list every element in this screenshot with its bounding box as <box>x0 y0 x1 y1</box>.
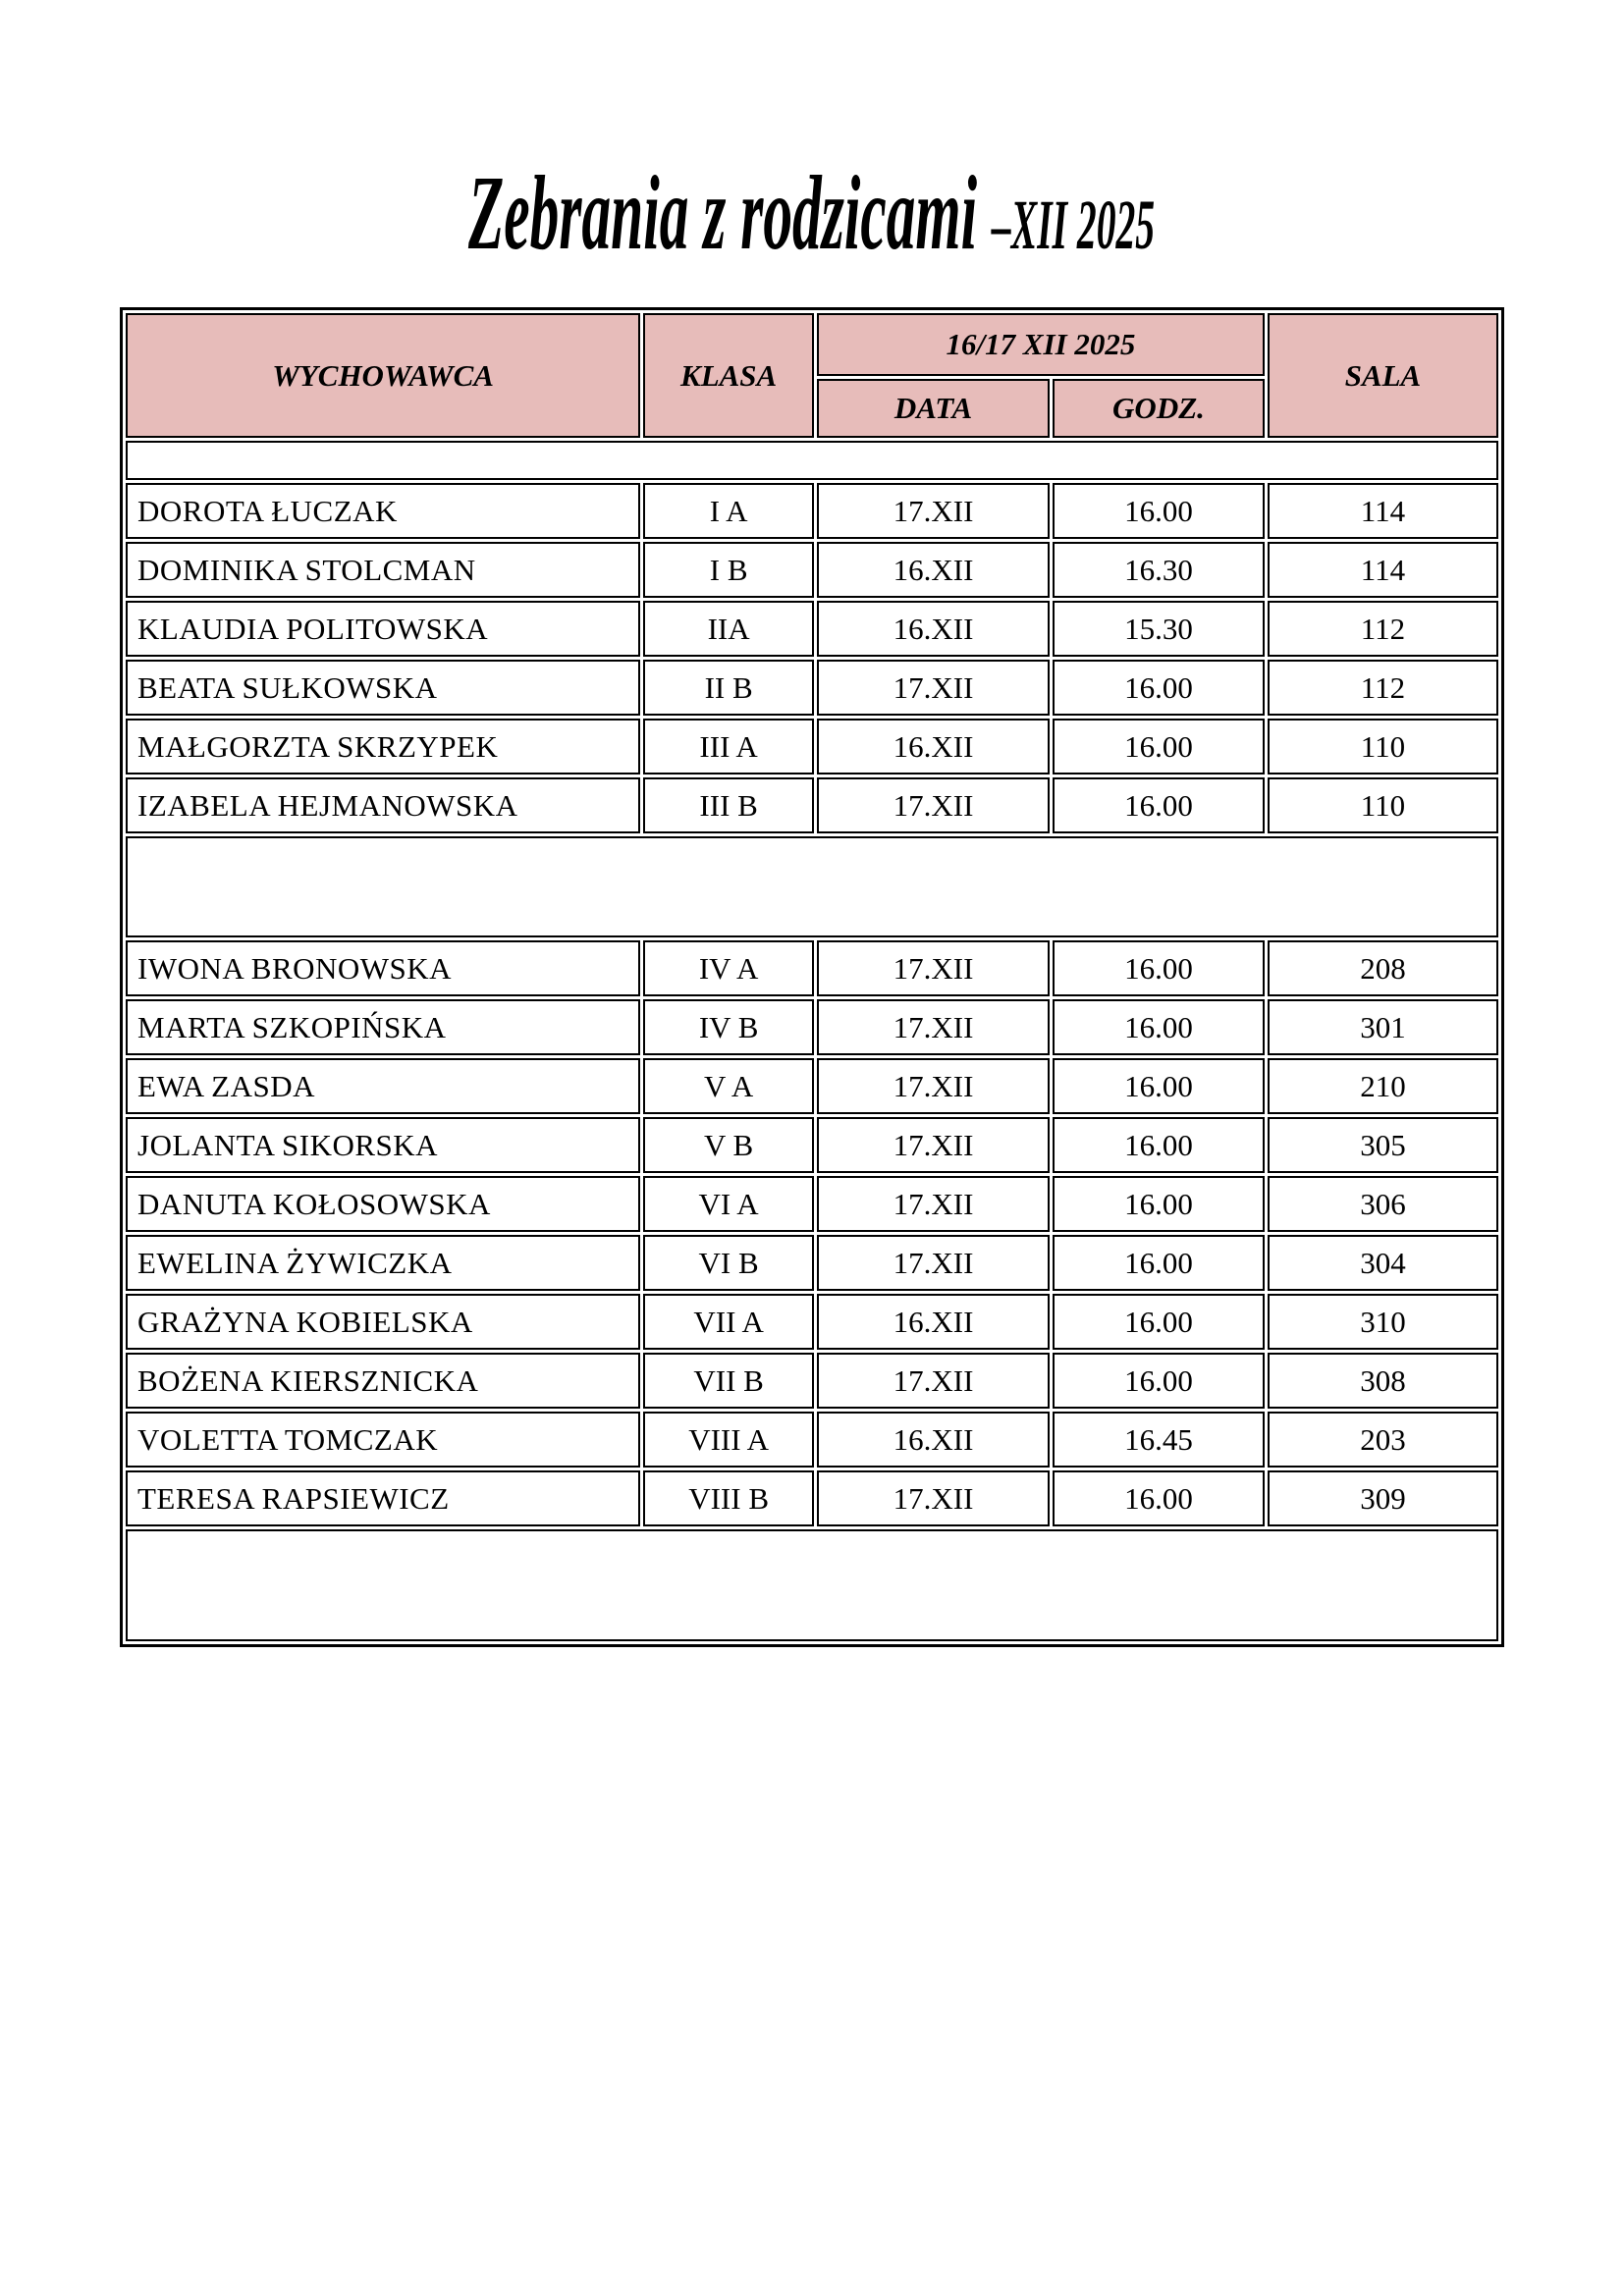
teacher-name-cell: MARTA SZKOPIŃSKA <box>126 999 640 1055</box>
teacher-name-cell: DOROTA ŁUCZAK <box>126 483 640 539</box>
room-cell: 114 <box>1268 542 1498 598</box>
teacher-name-cell: EWELINA ŻYWICZKA <box>126 1235 640 1291</box>
class-cell: VII A <box>643 1294 814 1350</box>
class-cell: IV A <box>643 940 814 996</box>
time-cell: 16.00 <box>1053 1294 1265 1350</box>
class-cell: V A <box>643 1058 814 1114</box>
date-cell: 17.XII <box>817 1058 1050 1114</box>
room-cell: 306 <box>1268 1176 1498 1232</box>
time-cell: 16.00 <box>1053 999 1265 1055</box>
room-cell: 110 <box>1268 777 1498 833</box>
header-wychowawca: WYCHOWAWCA <box>126 313 640 438</box>
date-cell: 16.XII <box>817 719 1050 774</box>
room-cell: 301 <box>1268 999 1498 1055</box>
date-cell: 17.XII <box>817 1176 1050 1232</box>
teacher-name-cell: VOLETTA TOMCZAK <box>126 1412 640 1468</box>
date-cell: 16.XII <box>817 542 1050 598</box>
page-title <box>0 155 1624 272</box>
class-cell: I B <box>643 542 814 598</box>
class-cell: VIII B <box>643 1470 814 1526</box>
table-row <box>126 1117 1498 1173</box>
table-row <box>126 542 1498 598</box>
time-cell: 16.00 <box>1053 1235 1265 1291</box>
class-cell: IIA <box>643 601 814 657</box>
teacher-name-cell: BOŻENA KIERSZNICKA <box>126 1353 640 1409</box>
date-cell: 17.XII <box>817 1235 1050 1291</box>
empty-row-middle <box>126 836 1498 937</box>
room-cell: 210 <box>1268 1058 1498 1114</box>
table-row <box>126 1176 1498 1232</box>
table-row <box>126 940 1498 996</box>
table-row <box>126 1470 1498 1526</box>
date-cell: 17.XII <box>817 1353 1050 1409</box>
room-cell: 308 <box>1268 1353 1498 1409</box>
header-date-group: 16/17 XII 2025 <box>817 313 1265 376</box>
date-cell: 16.XII <box>817 1412 1050 1468</box>
class-cell: III B <box>643 777 814 833</box>
table-row <box>126 601 1498 657</box>
table-row <box>126 660 1498 716</box>
teacher-name-cell: KLAUDIA POLITOWSKA <box>126 601 640 657</box>
teacher-name-cell: GRAŻYNA KOBIELSKA <box>126 1294 640 1350</box>
room-cell: 112 <box>1268 601 1498 657</box>
empty-spacer-cell <box>126 441 1498 480</box>
time-cell: 16.00 <box>1053 777 1265 833</box>
class-cell: II B <box>643 660 814 716</box>
time-cell: 16.00 <box>1053 1117 1265 1173</box>
room-cell: 203 <box>1268 1412 1498 1468</box>
class-cell: IV B <box>643 999 814 1055</box>
room-cell: 112 <box>1268 660 1498 716</box>
time-cell: 16.30 <box>1053 542 1265 598</box>
empty-spacer-cell <box>126 836 1498 937</box>
teacher-name-cell: MAŁGORZTA SKRZYPEK <box>126 719 640 774</box>
room-cell: 310 <box>1268 1294 1498 1350</box>
date-cell: 17.XII <box>817 999 1050 1055</box>
table-header <box>126 313 1498 438</box>
teacher-name-cell: JOLANTA SIKORSKA <box>126 1117 640 1173</box>
room-cell: 309 <box>1268 1470 1498 1526</box>
time-cell: 16.00 <box>1053 483 1265 539</box>
header-data: DATA <box>817 379 1050 438</box>
table-row <box>126 719 1498 774</box>
page-title-main: Zebrania z rodzicami <box>468 155 993 272</box>
time-cell: 16.00 <box>1053 660 1265 716</box>
page-title-suffix: –XII 2025 <box>992 186 1156 264</box>
time-cell: 15.30 <box>1053 601 1265 657</box>
room-cell: 114 <box>1268 483 1498 539</box>
teacher-name-cell: DANUTA KOŁOSOWSKA <box>126 1176 640 1232</box>
class-cell: VIII A <box>643 1412 814 1468</box>
class-cell: I A <box>643 483 814 539</box>
table-row <box>126 1294 1498 1350</box>
teacher-name-cell: IWONA BRONOWSKA <box>126 940 640 996</box>
time-cell: 16.00 <box>1053 1353 1265 1409</box>
empty-row-bottom <box>126 1529 1498 1641</box>
teacher-name-cell: IZABELA HEJMANOWSKA <box>126 777 640 833</box>
header-sala: SALA <box>1268 313 1498 438</box>
date-cell: 17.XII <box>817 1470 1050 1526</box>
date-cell: 16.XII <box>817 1294 1050 1350</box>
time-cell: 16.00 <box>1053 940 1265 996</box>
time-cell: 16.00 <box>1053 1470 1265 1526</box>
date-cell: 16.XII <box>817 601 1050 657</box>
class-cell: III A <box>643 719 814 774</box>
date-cell: 17.XII <box>817 660 1050 716</box>
empty-row-top <box>126 441 1498 480</box>
date-cell: 17.XII <box>817 483 1050 539</box>
room-cell: 305 <box>1268 1117 1498 1173</box>
date-cell: 17.XII <box>817 1117 1050 1173</box>
class-cell: VI B <box>643 1235 814 1291</box>
class-cell: VII B <box>643 1353 814 1409</box>
table-section-bottom <box>126 1529 1498 1641</box>
header-klasa: KLASA <box>643 313 814 438</box>
class-cell: V B <box>643 1117 814 1173</box>
table-row <box>126 1235 1498 1291</box>
room-cell: 304 <box>1268 1235 1498 1291</box>
header-godz: GODZ. <box>1053 379 1265 438</box>
table-row <box>126 999 1498 1055</box>
table-row <box>126 1412 1498 1468</box>
table-row <box>126 777 1498 833</box>
room-cell: 110 <box>1268 719 1498 774</box>
table-section-1 <box>126 441 1498 833</box>
date-cell: 17.XII <box>817 940 1050 996</box>
meetings-table <box>120 307 1504 1647</box>
time-cell: 16.00 <box>1053 719 1265 774</box>
time-cell: 16.00 <box>1053 1176 1265 1232</box>
table-row <box>126 483 1498 539</box>
teacher-name-cell: EWA ZASDA <box>126 1058 640 1114</box>
time-cell: 16.00 <box>1053 1058 1265 1114</box>
class-cell: VI A <box>643 1176 814 1232</box>
teacher-name-cell: TERESA RAPSIEWICZ <box>126 1470 640 1526</box>
room-cell: 208 <box>1268 940 1498 996</box>
time-cell: 16.45 <box>1053 1412 1265 1468</box>
teacher-name-cell: BEATA SUŁKOWSKA <box>126 660 640 716</box>
table-row <box>126 1058 1498 1114</box>
date-cell: 17.XII <box>817 777 1050 833</box>
teacher-name-cell: DOMINIKA STOLCMAN <box>126 542 640 598</box>
table-section-2 <box>126 836 1498 1526</box>
empty-spacer-cell <box>126 1529 1498 1641</box>
table-row <box>126 1353 1498 1409</box>
